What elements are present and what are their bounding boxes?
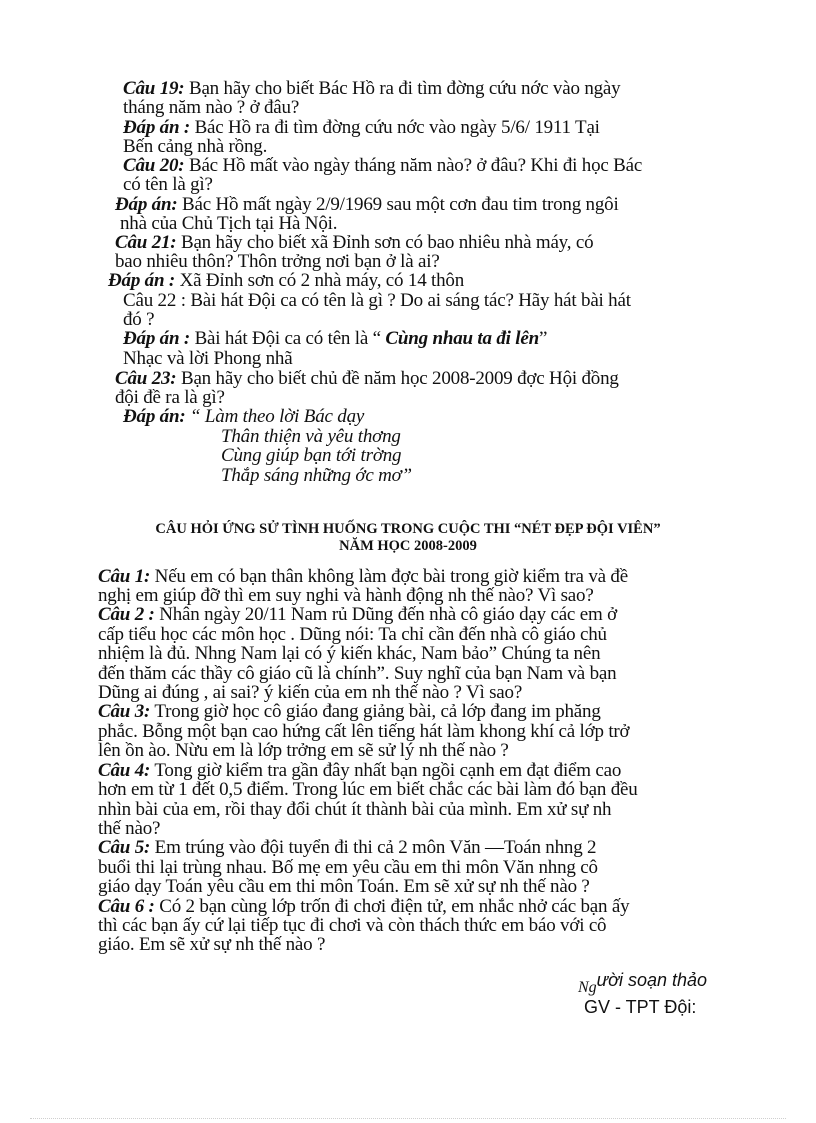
situation-2-line3: nhiệm là đủ. Nhng Nam lại có ý kiến khác, Nam bảo” Chúng ta nên [98, 643, 601, 664]
situation-2-line2: cấp tiểu học các môn học . Dũng nói: Ta chỉ cần đến nhà cô giáo chủ [98, 624, 607, 645]
a23-label: Đáp án: [123, 406, 186, 427]
situation-3-line3: lên ồn ào. Nừu em là lớp trởng em sẽ sử lý nh thế nào ? [98, 740, 509, 761]
q22: Câu 22 : Bài hát Đội ca có tên là gì ? Do ai sáng tác? Hãy hát bài hát [123, 290, 631, 311]
q20-text: Bác Hồ mất vào ngày tháng năm nào? ở đâu? Khi đi học Bác [184, 155, 643, 176]
situation-1-line2: nghị em giúp đỡ thì em suy nghi và hành động nh thế nào? Vì sao? [98, 585, 594, 606]
signature-prefix: Ng [578, 979, 597, 996]
situation-5 [98, 838, 596, 858]
situation-4-line2: hơn em từ 1 đết 0,5 điểm. Trong lúc em biết chắc các bài làm đó bạn đều [98, 779, 638, 800]
situation-3-label: Câu 3: [98, 701, 151, 722]
situation-6 [98, 897, 629, 917]
q20 [123, 156, 642, 176]
situation-4-line3: nhìn bài của em, rồi thay đổi chút ít thành bài của mình. Em xử sự nh [98, 799, 612, 820]
q21-text: Bạn hãy cho biết xã Đỉnh sơn có bao nhiêu nhà máy, có [176, 232, 594, 253]
situation-3-line1: Trong giờ học cô giáo đang giảng bài, cả lớp đang im phăng [150, 701, 601, 722]
a20 [115, 195, 619, 215]
a20-cont: nhà của Chủ Tịch tại Hà Nội. [120, 213, 338, 234]
q19 [123, 79, 620, 99]
a19-text: Bác Hồ ra đi tìm đờng cứu nớc vào ngày 5/6/ 1911 Tại [190, 117, 600, 138]
situation-2-line4: đến thăm các thầy cô giáo cũ là chính”. Suy nghĩ của bạn Nam và bạn [98, 663, 617, 684]
a23-line4: Thắp sáng những ớc mơ” [221, 465, 412, 486]
situation-6-line2: thì các bạn ấy cứ lại tiếp tục đi chơi và còn thách thức em báo với cô [98, 915, 607, 936]
situation-4-line1: Tong giờ kiểm tra gần đây nhất bạn ngồi cạnh em đạt điểm cao [150, 760, 622, 781]
q21 [115, 233, 593, 253]
signature-rest: ười soạn thảo [596, 970, 708, 990]
page-bottom-rule [30, 1118, 786, 1119]
situation-5-label: Câu 5: [98, 837, 151, 858]
q19-label: Câu 19: [123, 78, 185, 99]
a22-text: Bài hát Đội ca có tên là “ [190, 328, 386, 349]
situation-2 [98, 605, 617, 625]
situation-1 [98, 567, 628, 587]
q23-text: Bạn hãy cho biết chủ đề năm học 2008-2009 đợc Hội đồng [176, 368, 619, 389]
q22-cont: đó ? [123, 309, 155, 330]
a22-cont: Nhạc và lời Phong nhã [123, 348, 293, 369]
situation-4-line4: thế nào? [98, 818, 161, 839]
q23 [115, 369, 619, 389]
a20-label: Đáp án: [115, 194, 178, 215]
a22-end: ” [538, 328, 548, 349]
a22-song-title: Cùng nhau ta đi lên [385, 328, 539, 349]
situation-5-line3: giáo dạy Toán yêu cầu em thi môn Toán. Em sẽ xử sự nh thế nào ? [98, 876, 590, 897]
signature-role: GV - TPT Đội: [584, 997, 697, 1017]
a19-label: Đáp án : [123, 117, 191, 138]
a23-line1: “ Làm theo lời Bác dạy [185, 406, 365, 427]
a23-line2: Thân thiện và yêu thơng [221, 426, 401, 447]
a19-cont: Bến cảng nhà rồng. [123, 136, 268, 157]
q21-cont: bao nhiêu thôn? Thôn trởng nơi bạn ở là ai? [115, 251, 440, 272]
q23-label: Câu 23: [115, 368, 177, 389]
q23-cont: đội đề ra là gì? [115, 387, 225, 408]
situation-3-line2: phắc. Bỗng một bạn cao hứng cất lên tiếng hát làm khong khí cả lớp trở [98, 721, 630, 742]
q19-text: Bạn hãy cho biết Bác Hồ ra đi tìm đờng cứu nớc vào ngày [184, 78, 621, 99]
a21-label: Đáp án : [108, 270, 176, 291]
q20-label: Câu 20: [123, 155, 185, 176]
situation-3 [98, 702, 601, 722]
section-subtitle: NĂM HỌC 2008-2009 [339, 538, 477, 554]
situation-2-label: Câu 2 : [98, 604, 155, 625]
a21 [108, 271, 464, 291]
a22 [123, 329, 547, 349]
situation-6-label: Câu 6 : [98, 896, 155, 917]
a21-text: Xã Đỉnh sơn có 2 nhà máy, có 14 thôn [175, 270, 465, 291]
situation-2-line1: Nhân ngày 20/11 Nam rủ Dũng đến nhà cô giáo dạy các em ở [154, 604, 617, 625]
section-title: CÂU HỎI ỨNG SỬ TÌNH HUỐNG TRONG CUỘC THI “NÉT ĐẸP ĐỘI VIÊN” [155, 521, 661, 537]
situation-4 [98, 761, 621, 781]
a23 [123, 407, 364, 427]
situation-1-line1: Nếu em có bạn thân không làm đợc bài trong giờ kiểm tra và đề [150, 566, 628, 587]
situation-2-line5: Dũng ai đúng , ai sai? ý kiến của em nh thế nào ? Vì sao? [98, 682, 523, 703]
signature-author [578, 970, 708, 996]
situation-5-line2: buổi thi lại trùng nhau. Bố mẹ em yêu cầu em thi môn Văn nhng cô [98, 857, 598, 878]
q20-cont: có tên là gì? [123, 174, 213, 195]
a22-label: Đáp án : [123, 328, 191, 349]
situation-6-line1: Có 2 bạn cùng lớp trốn đi chơi điện tử, em nhắc nhở các bạn ấy [154, 896, 630, 917]
situation-5-line1: Em trúng vào đội tuyển đi thi cả 2 môn Văn —Toán nhng 2 [150, 837, 597, 858]
situation-6-line3: giáo. Em sẽ xử sự nh thế nào ? [98, 934, 326, 955]
q19-cont: tháng năm nào ? ở đâu? [123, 97, 300, 118]
a20-text: Bác Hồ mất ngày 2/9/1969 sau một cơn đau tim trong ngôi [177, 194, 619, 215]
a19 [123, 118, 600, 138]
situation-4-label: Câu 4: [98, 760, 151, 781]
a23-line3: Cùng giúp bạn tới trờng [221, 445, 402, 466]
q21-label: Câu 21: [115, 232, 177, 253]
situation-1-label: Câu 1: [98, 566, 151, 587]
